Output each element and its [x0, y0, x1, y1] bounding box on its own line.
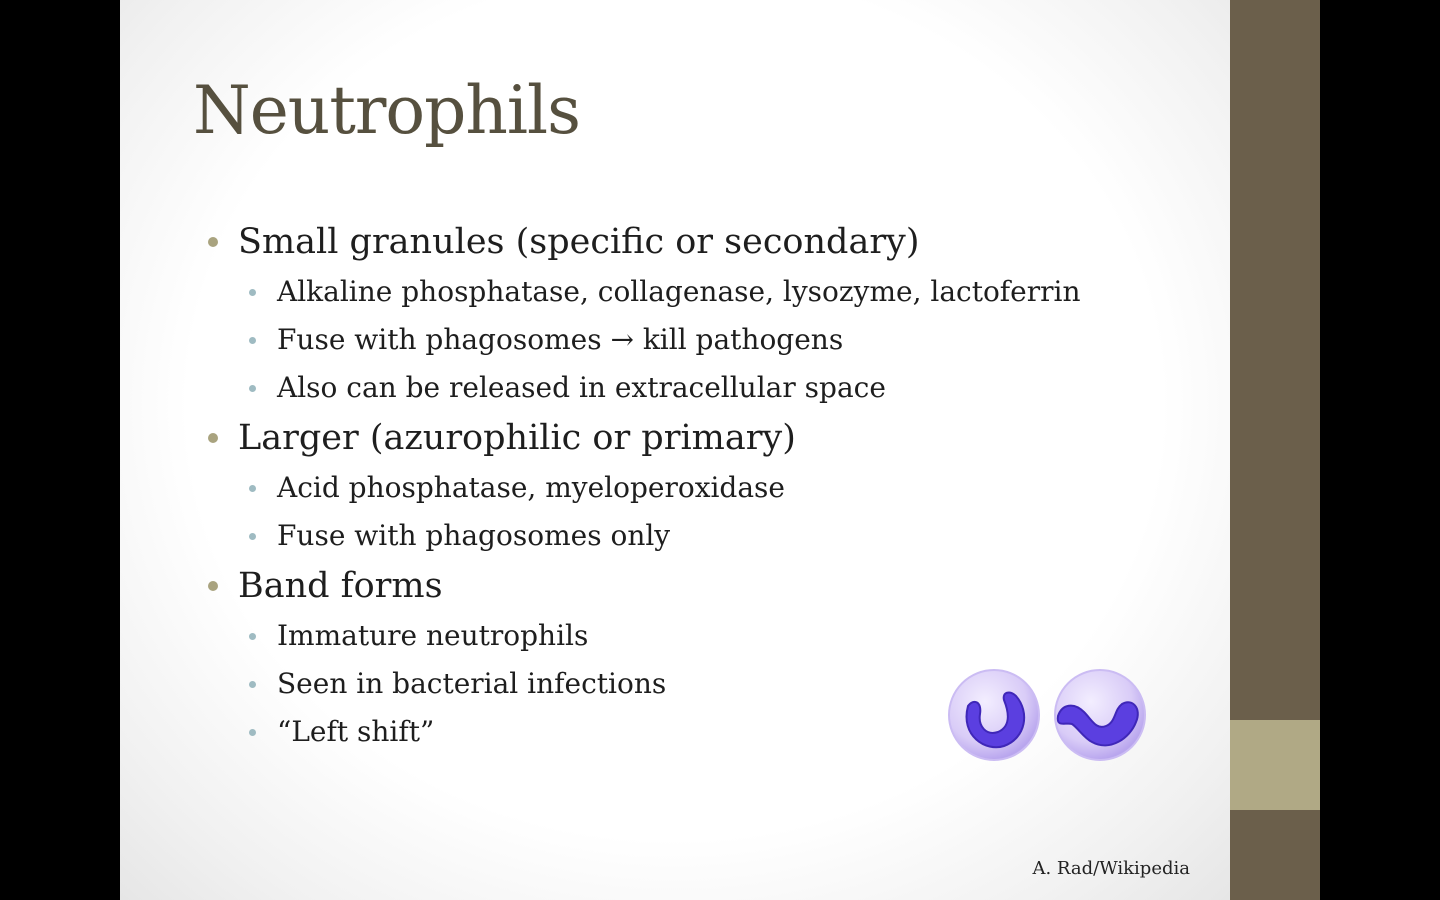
image-credit: A. Rad/Wikipedia: [1032, 858, 1190, 879]
bullet-dot: [249, 337, 256, 344]
bullet-level2: [206, 612, 1186, 660]
bullet-level2: [206, 316, 1186, 364]
bullet-dot: [249, 289, 256, 296]
slide-side-bar: [1230, 0, 1320, 900]
bullet-dot: [249, 485, 256, 492]
bullet-text: “Left shift”: [277, 715, 435, 748]
bullet-dot: [208, 433, 218, 443]
bullet-text: Immature neutrophils: [277, 619, 589, 652]
bullet-text: Fuse with phagosomes only: [277, 519, 671, 552]
bullet-dot: [249, 533, 256, 540]
bullet-level2: [206, 464, 1186, 512]
bullet-text: Alkaline phosphatase, collagenase, lysozyme, lactoferrin: [277, 275, 1081, 308]
bullet-dot: [208, 237, 218, 247]
bullet-dot: [249, 385, 256, 392]
bullet-dot: [208, 581, 218, 591]
bullet-level2: [206, 512, 1186, 560]
section-larger-granules: [206, 414, 1186, 560]
bullet-level2: [206, 268, 1186, 316]
section-heading: Small granules (specific or secondary): [238, 222, 920, 262]
bullet-dot: [249, 729, 256, 736]
section-small-granules: [206, 218, 1186, 412]
slide: [120, 0, 1230, 900]
bullet-text: Acid phosphatase, myeloperoxidase: [277, 471, 785, 504]
bullet-level1: [206, 218, 1186, 266]
bullet-text: Seen in bacterial infections: [277, 667, 667, 700]
side-bar-accent: [1230, 720, 1320, 810]
bullet-level2: [206, 364, 1186, 412]
bullet-dot: [249, 633, 256, 640]
bullet-level1: [206, 562, 1186, 610]
bullet-dot: [249, 681, 256, 688]
section-heading: Larger (azurophilic or primary): [238, 418, 796, 458]
bullet-text: Fuse with phagosomes → kill pathogens: [277, 323, 844, 356]
band-neutrophils-illustration: [946, 666, 1150, 766]
bullet-text: Also can be released in extracellular space: [277, 371, 886, 404]
band-neutrophil-icon: [949, 670, 1039, 760]
bullet-level1: [206, 414, 1186, 462]
band-neutrophil-icon: [1055, 670, 1145, 760]
slide-title: Neutrophils: [193, 72, 580, 149]
section-heading: Band forms: [238, 566, 443, 606]
